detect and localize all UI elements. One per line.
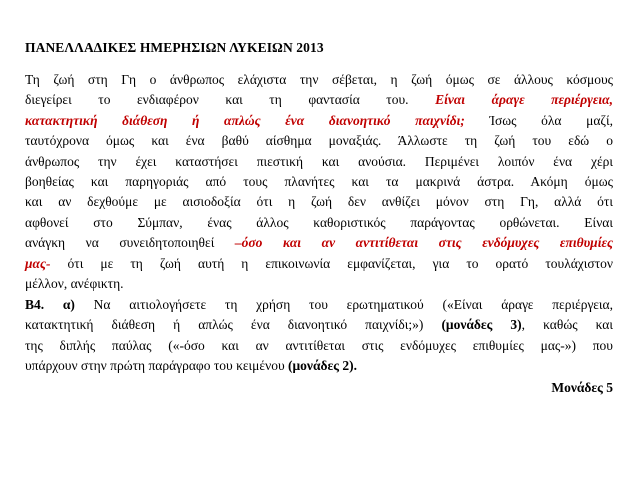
highlighted-parenthetical: μας- (25, 255, 51, 271)
points-label: (μονάδες 2). (288, 358, 357, 374)
passage-line (25, 274, 613, 294)
question-text: της διπλής παύλας («-όσο και αν αντιτίθεται στις ενδόμυχες επιθυμίες μας-») που (25, 337, 613, 353)
highlighted-question: κατακτητική διάθεση ή απλώς ένα διανοητικό παιχνίδι; (25, 112, 465, 128)
passage-line (25, 111, 613, 131)
passage-line (25, 192, 613, 212)
question-label: Β4. α) (25, 297, 75, 312)
passage-line (25, 254, 613, 274)
question-text: υπάρχουν στην πρώτη παράγραφο του κειμένου (25, 358, 289, 374)
passage-text: ανάγκη να συνειδητοποιηθεί (25, 235, 235, 251)
total-marks: Μονάδες 5 (551, 380, 613, 395)
passage-text: βοηθείας και παρηγοριάς από τους πλανήτες και τα μακρινά άστρα. Ακόμη όμως (25, 173, 613, 189)
passage-text: διεγείρει το ενδιαφέρον και τη φαντασία του. (25, 92, 436, 108)
passage-text: αφθονεί στο Σύμπαν, ένας άλλος καθοριστικός παράγοντας ορθώνεται. Είναι (25, 214, 613, 230)
exam-title: ΠΑΝΕΛΛΑΔΙΚΕΣ ΗΜΕΡΗΣΙΩΝ ΛΥΚΕΙΩΝ 2013 (25, 40, 324, 55)
passage-text: Ίσως όλα μαζί, (464, 112, 613, 128)
question-line (25, 356, 613, 376)
passage-text: ότι με τη ζωή αυτή η επικοινωνία εμφανίζεται, για το ορατό τουλάχιστον (50, 255, 613, 271)
highlighted-parenthetical: –όσο και αν αντιτίθεται στις ενδόμυχες επιθυμίες (234, 235, 613, 251)
passage-text: μέλλον, ανέφικτη. (25, 275, 124, 291)
question-text: Να αιτιολογήσετε τη χρήση του ερωτηματικού («Είναι άραγε περιέργεια, (74, 297, 613, 312)
passage-paragraph (25, 70, 613, 294)
passage-text: και αν δεχθούμε με αισιοδοξία ότι η ζωή δεν ανθίζει μόνον στη Γη, αλλά ότι (25, 194, 613, 210)
passage-line (25, 233, 613, 253)
question-text: , καθώς και (521, 317, 613, 333)
passage-line (25, 213, 613, 233)
question-line (25, 295, 613, 315)
passage-line (25, 152, 613, 172)
passage-text: άνθρωπος την έχει καταστήσει πιεστική και ανούσια. Περιμένει λοιπόν ένα χέρι (25, 153, 613, 169)
question-line (25, 315, 613, 335)
passage-text: ταυτόχρονα όμως και ένα βαθύ αίσθημα μοναξιάς. Άλλωστε τη ζωή του εδώ ο (25, 133, 613, 149)
question-line (25, 336, 613, 356)
points-label: (μονάδες 3) (441, 317, 522, 333)
question-paragraph (25, 295, 613, 377)
question-text: κατακτητική διάθεση ή απλώς ένα διανοητικό παιχνίδι;») (25, 317, 442, 333)
passage-line (25, 172, 613, 192)
passage-line (25, 131, 613, 151)
passage-line (25, 70, 613, 90)
passage-text: Τη ζωή στη Γη ο άνθρωπος ελάχιστα την σέβεται, η ζωή όμως σε άλλους κόσμους (25, 72, 613, 87)
passage-line (25, 90, 613, 110)
highlighted-question: Είναι άραγε περιέργεια, (435, 92, 613, 108)
